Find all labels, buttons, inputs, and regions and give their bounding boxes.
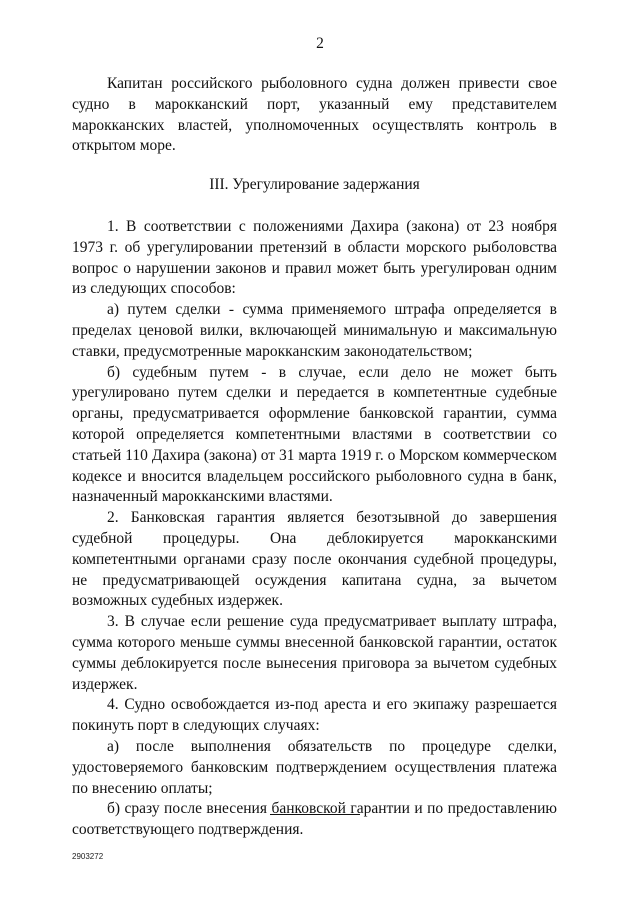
document-code: 2903272 (72, 852, 104, 861)
intro-paragraph: Капитан российского рыболовного судна должен привести свое судно в марокканский порт, указанный ему представителем марокканских властей, уполномоченных осуществлять контроль в открытом море. (72, 75, 557, 155)
spacer (72, 157, 557, 175)
clause-1b: б) судебным путем - в случае, если дело не может быть урегулировано путем сделки и передается в компетентные судебные органы, предусматривается оформление банковской гарантии, сумма которой определяется компетентными властями в соответствии со статьей 110 Дахира (закона) от 31 марта 1919 г. о Морском коммерческом кодексе и вносится владельцем российского рыболовного судна в банк, назначенный марокканскими властями. (72, 363, 557, 506)
clause-1: 1. В соответствии с положениями Дахира (закона) от 23 ноября 1973 г. об урегулировании претензий в области морского рыболовства вопрос о нарушении законов и правил может быть урегулирован одним из следующих способов: (72, 217, 557, 298)
page-number: 2 (316, 35, 324, 52)
end-separator-line (270, 814, 360, 815)
spacer (72, 196, 557, 217)
document-body (72, 74, 557, 841)
section-heading: III. Урегулирование задержания (209, 176, 420, 194)
clause-4: 4. Судно освобождается из-под ареста и его экипажу разрешается покинуть порт в следующих случаях: (72, 696, 557, 735)
clause-4b: б) сразу после внесения банковской гарантии и по предоставлению соответствующего подтверждения. (72, 800, 557, 839)
clause-2: 2. Банковская гарантия является безотзывной до завершения судебной процедуры. Она деблокируется марокканскими компетентными органами сразу после окончания судебной процедуры, не предусматривающей осуждения капитана судна, за вычетом возможных судебных издержек. (72, 509, 557, 610)
clause-4a: а) после выполнения обязательств по процедуре сделки, удостоверяемого банковским подтверждением осуществления платежа по внесению оплаты; (72, 737, 557, 797)
clause-1a: а) путем сделки - сумма применяемого штрафа определяется в пределах ценовой вилки, включающей минимальную и максимальную ставки, предусмотренные марокканским законодательством; (72, 301, 557, 360)
clause-3: 3. В случае если решение суда предусматривает выплату штрафа, сумма которого меньше суммы внесенной банковской гарантии, остаток суммы деблокируется после вынесения приговора за вычетом судебных издержек. (72, 613, 557, 693)
